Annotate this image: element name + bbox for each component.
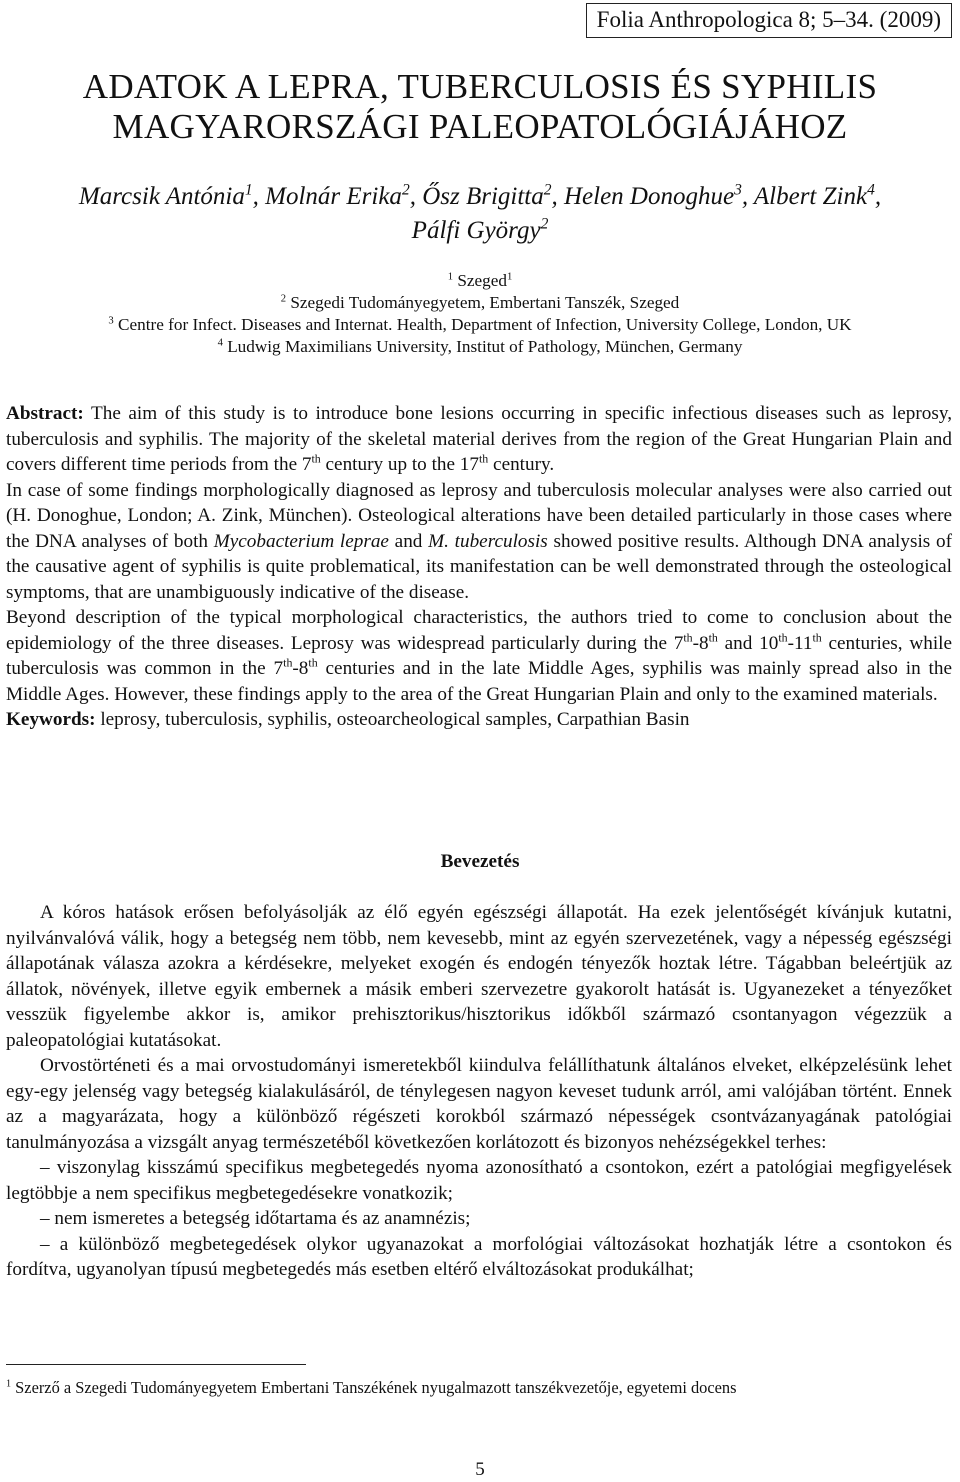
affil-mark: 2 xyxy=(401,181,410,199)
ordinal-suffix: th xyxy=(308,655,318,670)
species-name: M. tuberculosis xyxy=(428,530,548,552)
abstract-text: -8 xyxy=(692,632,709,654)
journal-citation: Folia Anthropologica 8; 5–34. (2009) xyxy=(586,3,952,38)
ordinal-suffix: th xyxy=(812,630,822,645)
author-name: Pálfi György xyxy=(411,217,541,244)
abstract-paragraph-1 xyxy=(6,401,952,478)
ordinal-suffix: th xyxy=(683,630,693,645)
footnote xyxy=(6,1377,952,1399)
abstract-text: The aim of this study is to introduce bone lesions occurring in specific infectious diseases such as leprosy, tuberculosis and syphilis. The majority of the skeletal material derives from the region of the Great Hungarian Plain and covers different time periods from the 7 xyxy=(6,403,952,475)
abstract-text: showed positive results. Although DNA analysis of the causative agent of syphilis is quite problematical, its manifestation can be well demonstrated through the osteological symptoms, that are unambiguously indicative of the disease. xyxy=(6,530,952,603)
title-line-2: MAGYARORSZÁGI PALEOPATOLÓGIÁJÁHOZ xyxy=(112,107,848,146)
author-name: , Ősz Brigitta xyxy=(409,183,544,210)
intro-paragraph-1: A kóros hatások erősen befolyásolják az élő egyén egészségi állapotát. Ha ezek jelentőségét kívánjuk kutatni, nyilvánvalóvá válik, hogy a betegség nem több, nem kevesebb, mint az egyén szervezetének, vagy a népesség egészségi állapotának válasza azokra a kérdésekre, melyeket exogén és endogén tényezők hoztak létre. Tágabban beleértjük az állatok, növények, illetve egyik embernek a másik emberi szervezetre gyakorolt hatását is. Ugyanezeket a tényezőket vesszük figyelembe akkor is, amikor prehisztorikus/hisztorikus időkből származó csontanyagon végezzük a paleopatológiai kutatásokat. xyxy=(6,902,952,1051)
affil-number: 4 xyxy=(217,337,223,349)
affil-text: Szegedi Tudományegyetem, Embertani Tanszék, Szeged xyxy=(286,293,680,312)
abstract-text: -11 xyxy=(787,632,813,654)
author-name: Marcsik Antónia xyxy=(78,183,245,210)
affil-mark: 4 xyxy=(867,181,875,199)
abstract-label: Abstract: xyxy=(6,403,84,424)
affiliations xyxy=(0,270,960,358)
abstract-section xyxy=(6,401,952,733)
footnote-mark: 1 xyxy=(6,1378,12,1390)
affil-number: 3 xyxy=(108,315,114,327)
affiliation-1 xyxy=(0,270,960,292)
affil-number: 1 xyxy=(447,271,454,283)
affiliation-4 xyxy=(0,336,960,358)
abstract-text: century up to the 17 xyxy=(320,454,479,475)
article-title xyxy=(0,67,960,147)
dash-item-3: – a különböző megbetegedések olykor ugyanazokat a morfológiai változásokat hozhatják létre a csontokon és fordítva, ugyanolyan típusú megbetegedés más esetben eltérő elváltozásokat produkálhat; xyxy=(6,1233,952,1280)
abstract-text: century. xyxy=(488,454,555,475)
affil-text: Szeged xyxy=(453,271,507,290)
affil-number: 1 xyxy=(506,271,513,283)
intro-section xyxy=(6,900,952,1283)
abstract-paragraph-3 xyxy=(6,605,952,707)
affil-mark: 1 xyxy=(244,181,253,199)
intro-paragraph-2: Orvostörténeti és a mai orvostudományi ismeretekből kiindulva felállíthatunk általános elveket, elképzelésünk lehet egy-egy jelenség vagy betegség kialakulásáról, de ténylegesen nagyon keveset tudunk arról, ami valójában történt. Ennek az a magyarázata, hogy a különböző régészeti korokból származó népességek csontvázanyagának patológiai tanulmányozása a vizsgált anyag természetéből következően korlátozott és bizonyos nehézségekkel terhes: xyxy=(6,1055,952,1153)
keywords-label: Keywords: xyxy=(6,709,96,730)
ordinal-suffix: th xyxy=(708,630,718,645)
abstract-paragraph-2 xyxy=(6,478,952,606)
affil-text: Centre for Infect. Diseases and Internat. Health, Department of Infection, University College, London, UK xyxy=(113,315,852,334)
author-name: , Molnár Erika xyxy=(252,183,402,210)
dash-item-1: – viszonylag kisszámú specifikus megbetegedés nyoma azonosítható a csontokon, ezért a patológiai megfigyelések legtöbbje a nem specifikus megbetegedésekre vonatkozik; xyxy=(6,1157,952,1204)
ordinal-suffix: th xyxy=(283,655,293,670)
author-list xyxy=(0,180,960,248)
title-line-1: ADATOK A LEPRA, TUBERCULOSIS ÉS SYPHILIS xyxy=(82,67,878,106)
section-heading: Bevezetés xyxy=(440,851,520,872)
dash-item-2: – nem ismeretes a betegség időtartama és az anamnézis; xyxy=(40,1208,471,1229)
affil-mark: 2 xyxy=(543,181,552,199)
abstract-text: In case of some findings morphologically diagnosed as leprosy and tuberculosis molecular analyses were also carried out (H. Donoghue, London; A. Zink, München). Osteological alterations have been detailed particularly in those cases where the DNA analyses of both xyxy=(6,479,952,552)
affil-mark: 2 xyxy=(540,215,549,233)
author-name: , Albert Zink xyxy=(741,183,868,210)
ordinal-suffix: th xyxy=(311,451,321,466)
author-line-1 xyxy=(0,180,960,214)
keywords-text: leprosy, tuberculosis, syphilis, osteoarcheological samples, Carpathian Basin xyxy=(95,709,690,730)
affiliation-3 xyxy=(0,314,960,336)
footnote-text: Szerző a Szegedi Tudományegyetem Embertani Tanszékének nyugalmazott tanszékvezetője, egyetemi docens xyxy=(11,1378,737,1397)
ordinal-suffix: th xyxy=(778,630,788,645)
abstract-text: Beyond description of the typical morphological characteristics, the authors tried to come to conclusion about the epidemiology of the three diseases. Leprosy was widespread particularly during the 7 xyxy=(6,607,952,654)
author-line-2 xyxy=(0,214,960,248)
abstract-text: -8 xyxy=(292,658,309,679)
affil-text: Ludwig Maximilians University, Institut of Pathology, München, Germany xyxy=(222,337,743,356)
affiliation-2 xyxy=(0,292,960,314)
author-name: , Helen Donoghue xyxy=(551,183,735,210)
abstract-text: centuries and in the late Middle Ages, syphilis was mainly spread also in the Middle Ages. However, these findings apply to the area of the Great Hungarian Plain and only to the examined materials. xyxy=(6,658,952,705)
abstract-text: and xyxy=(388,530,429,552)
page-number: 5 xyxy=(475,1459,485,1480)
author-separator: , xyxy=(874,183,882,210)
keywords xyxy=(6,707,952,733)
ordinal-suffix: th xyxy=(479,451,489,466)
species-name: Mycobacterium leprae xyxy=(213,530,389,552)
abstract-text: and 10 xyxy=(717,632,779,654)
affil-number: 2 xyxy=(280,293,287,305)
footnote-divider xyxy=(6,1364,306,1365)
affil-mark: 3 xyxy=(734,181,742,199)
abstract-text: centuries, while tuberculosis was common in the 7 xyxy=(6,632,952,679)
